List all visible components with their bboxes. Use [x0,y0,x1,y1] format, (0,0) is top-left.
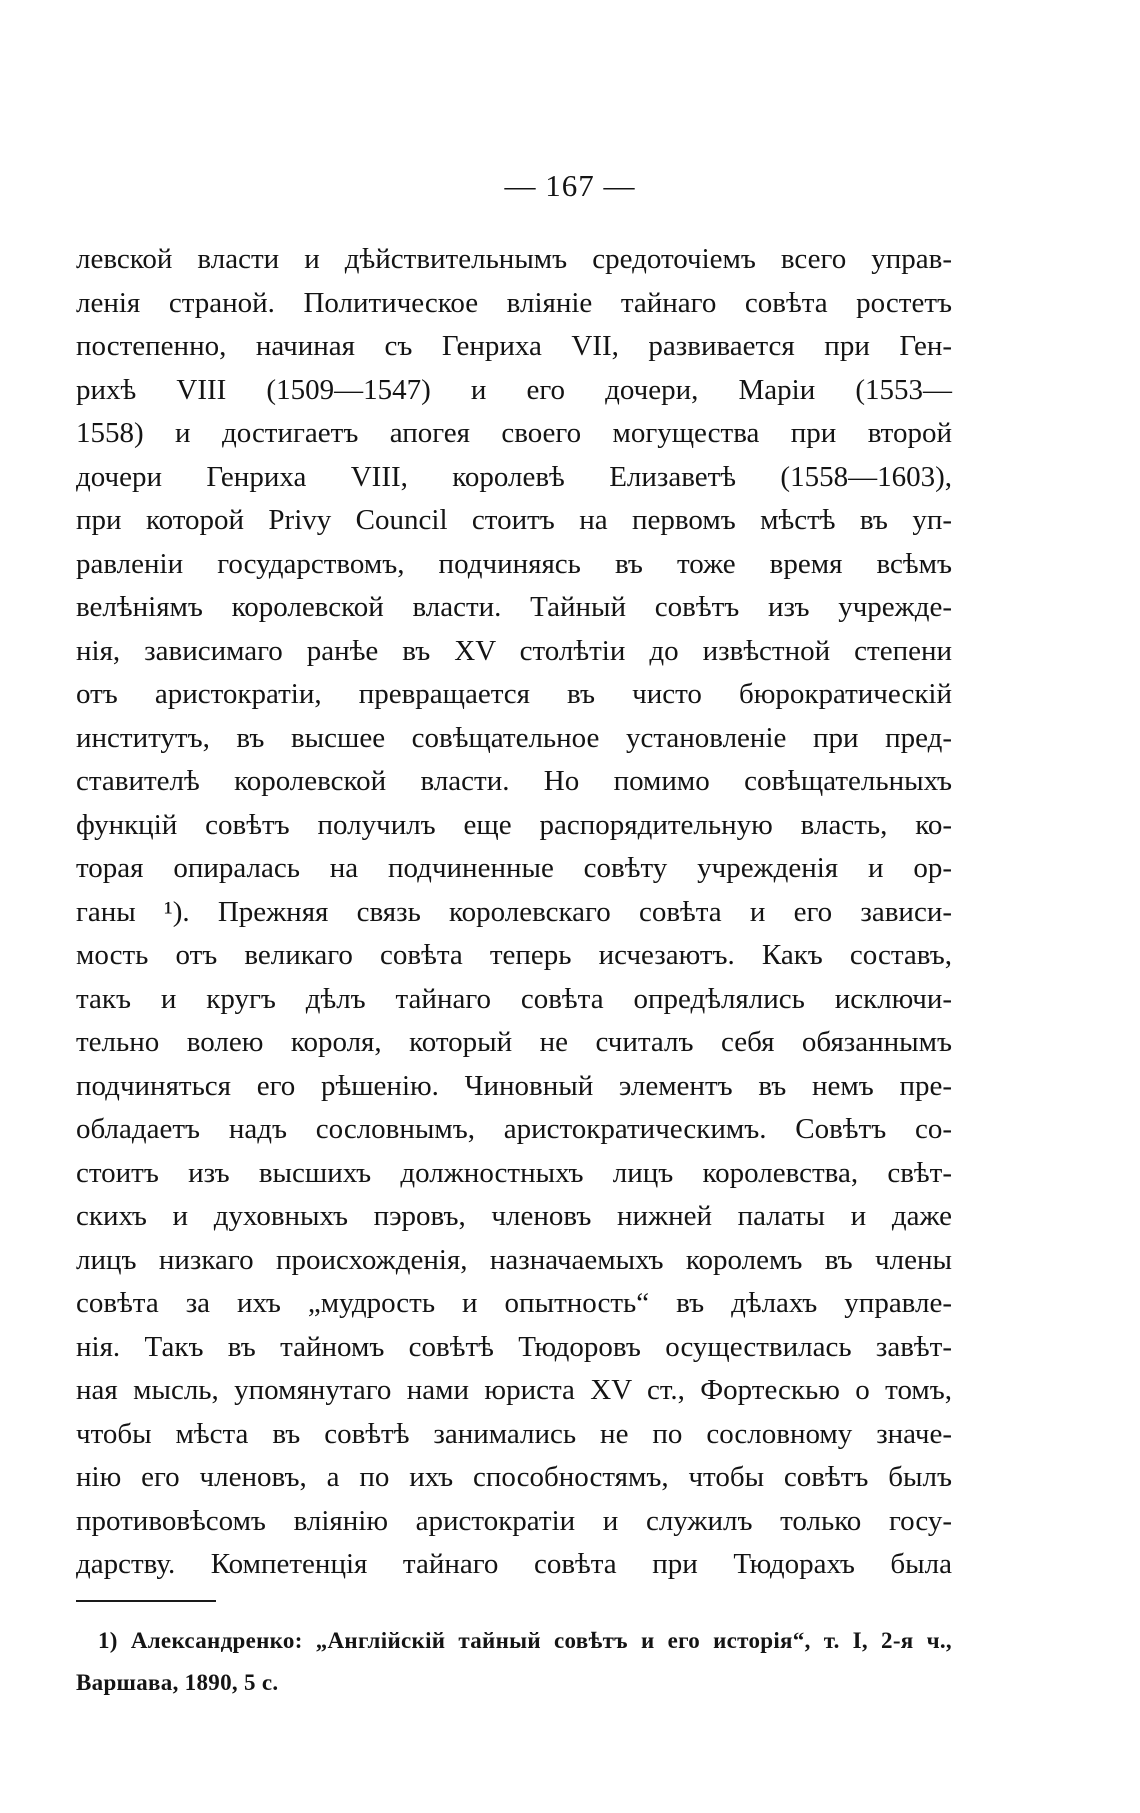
text-line: рихѣ VIII (1509—1547) и его дочери, Маріи (1553— [76,373,952,406]
text-line: чтобы мѣста въ совѣтѣ занимались не по сословному значе- [76,1417,952,1450]
page-number: — 167 — [504,168,636,203]
text-line: функцій совѣтъ получилъ еще распорядительную власть, ко- [76,808,952,841]
text-line: противовѣсомъ вліянію аристократіи и служилъ только госу- [76,1504,952,1537]
text-line: ленія страной. Политическое вліяніе тайнаго совѣта ростетъ [76,286,952,319]
text-line: нія, зависимаго ранѣе въ XV столѣтіи до извѣстной степени [76,634,952,667]
text-line: отъ аристократіи, превращается въ чисто бюрократическій [76,678,952,710]
text-line: постепенно, начиная съ Генриха VII, развивается при Ген- [76,330,952,362]
text-line: мость отъ великаго совѣта теперь исчезаютъ. Какъ составъ, [76,939,952,971]
text-line: равленіи государствомъ, подчиняясь въ тоже время всѣмъ [76,547,952,580]
text-line: ганы ¹). Прежняя связь королевскаго совѣта и его зависи- [76,895,952,928]
text-line: дочери Генриха VIII, королевѣ Елизаветѣ (1558—1603), [76,460,952,493]
text-line: левской власти и дѣйствительнымъ средоточіемъ всего управ- [76,243,952,275]
text-line: такъ и кругъ дѣлъ тайнаго совѣта опредѣлялись исключи- [76,982,952,1015]
footnotes [76,1620,952,1704]
text-line: торая опиралась на подчиненные совѣту учрежденія и ор- [76,852,952,884]
text-line: стоитъ изъ высшихъ должностныхъ лицъ королевства, свѣт- [76,1156,952,1189]
footnote-divider [76,1600,216,1602]
text-line: ная мысль, упомянутаго нами юриста XV ст., Фортескью о томъ, [76,1374,952,1406]
text-line: институтъ, въ высшее совѣщательное установленіе при пред- [76,721,952,754]
footnote-line: 1) Александренко: „Англійскій тайный совѣтъ и его исторія“, т. I, 2-я ч., [98,1628,952,1653]
footnote-line: Варшава, 1890, 5 с. [76,1670,279,1695]
text-line: нію его членовъ, а по ихъ способностямъ, чтобы совѣтъ былъ [76,1461,952,1493]
text-line: обладаетъ надъ сословнымъ, аристократическимъ. Совѣтъ со- [76,1113,952,1145]
text-line: дарству. Компетенція тайнаго совѣта при Тюдорахъ была [76,1548,952,1580]
text-line: скихъ и духовныхъ пэровъ, членовъ нижней палаты и даже [76,1200,952,1232]
text-line: тельно волею короля, который не считалъ себя обязаннымъ [76,1026,952,1058]
text-line: при которой Privy Council стоитъ на первомъ мѣстѣ въ уп- [76,504,952,536]
text-line: совѣта за ихъ „мудрость и опытность“ въ дѣлахъ управле- [76,1287,952,1319]
text-line: лицъ низкаго происхожденія, назначаемыхъ королемъ въ члены [76,1243,952,1276]
text-line: 1558) и достигаетъ апогея своего могущества при второй [76,417,952,449]
text-line: велѣніямъ королевской власти. Тайный совѣтъ изъ учрежде- [76,591,952,623]
text-line: ставителѣ королевской власти. Но помимо совѣщательныхъ [76,765,952,797]
text-line: нія. Такъ въ тайномъ совѣтѣ Тюдоровъ осуществилась завѣт- [76,1330,952,1363]
text-line: подчиняться его рѣшенію. Чиновный элементъ въ немъ пре- [76,1069,952,1102]
body-text [76,238,952,1587]
